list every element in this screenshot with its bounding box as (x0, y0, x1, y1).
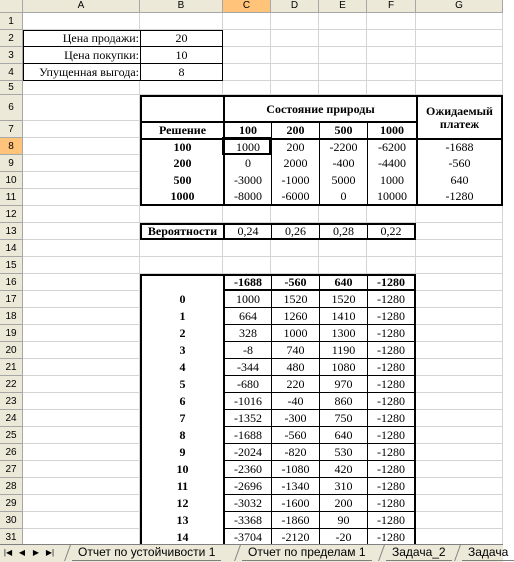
table-row-key[interactable]: 4 (140, 359, 223, 376)
decision-header[interactable]: Решение (140, 121, 223, 138)
table-cell-value[interactable]: 1000 (223, 291, 271, 308)
probabilities-label[interactable]: Вероятности (140, 223, 223, 240)
table-row-key[interactable]: 2 (140, 325, 223, 342)
sheet-tab-bar (0, 544, 509, 562)
table-row-key[interactable]: 8 (140, 427, 223, 444)
probability-value[interactable]: 0,28 (319, 223, 367, 240)
table-cell-value[interactable]: 1520 (271, 291, 319, 308)
row-header-8[interactable]: 8 (0, 138, 23, 155)
row-header-7[interactable]: 7 (0, 121, 23, 138)
table-row-key[interactable]: 11 (140, 478, 223, 495)
table-cell-value[interactable]: 1000 (271, 325, 319, 342)
row-header-26[interactable]: 26 (0, 444, 23, 461)
expected-payoff-value[interactable]: -1688 (416, 138, 503, 155)
probability-value[interactable]: 0,26 (271, 223, 319, 240)
table-cell-value[interactable]: -1860 (271, 512, 319, 529)
payoff-value[interactable]: -1000 (271, 172, 319, 189)
payoff-value[interactable]: -3000 (223, 172, 271, 189)
table-row-key[interactable]: 12 (140, 495, 223, 512)
payoff-value[interactable]: -8000 (223, 189, 271, 206)
lost-profit-value[interactable]: 8 (140, 64, 223, 81)
column-header-f[interactable]: F (367, 0, 416, 12)
select-all-corner[interactable] (0, 0, 23, 12)
table-cell-value[interactable]: 1190 (319, 342, 367, 359)
table-cell-value[interactable]: 220 (271, 376, 319, 393)
column-header-e[interactable]: E (319, 0, 367, 12)
table-header-value[interactable]: 640 (319, 274, 367, 291)
row-header-3[interactable]: 3 (0, 47, 23, 64)
column-header-g[interactable]: G (416, 0, 503, 12)
table-cell-value[interactable]: -1280 (367, 393, 416, 410)
row-header-31[interactable]: 31 (0, 529, 23, 546)
table-cell-value[interactable]: 1410 (319, 308, 367, 325)
expected-payoff-value[interactable]: -560 (416, 155, 503, 172)
table-cell-value[interactable]: -680 (223, 376, 271, 393)
first-sheet-icon[interactable]: |◀ (3, 548, 13, 557)
table-cell-value[interactable]: 1300 (319, 325, 367, 342)
table-cell-value[interactable]: 750 (319, 410, 367, 427)
row-header-20[interactable]: 20 (0, 342, 23, 359)
table-row-key[interactable]: 5 (140, 376, 223, 393)
row-header-19[interactable]: 19 (0, 325, 23, 342)
table-cell-value[interactable]: -1280 (367, 291, 416, 308)
column-header-c[interactable]: C (223, 0, 271, 12)
gridline-v (502, 13, 503, 544)
row-header-18[interactable]: 18 (0, 308, 23, 325)
table-cell-value[interactable]: -1600 (271, 495, 319, 512)
table-cell-value[interactable]: 90 (319, 512, 367, 529)
row-header-9[interactable]: 9 (0, 155, 23, 172)
table-cell-value[interactable]: -1340 (271, 478, 319, 495)
table-cell-value[interactable]: -300 (271, 410, 319, 427)
state-header-1000[interactable]: 1000 (367, 121, 416, 138)
decision-500[interactable]: 500 (140, 172, 223, 189)
row-header-5[interactable]: 5 (0, 81, 23, 95)
row-header-29[interactable]: 29 (0, 495, 23, 512)
table-cell-value[interactable]: -2024 (223, 444, 271, 461)
decision-200[interactable]: 200 (140, 155, 223, 172)
table-cell-value[interactable]: 480 (271, 359, 319, 376)
row-header-24[interactable]: 24 (0, 410, 23, 427)
table-cell-value[interactable]: -1352 (223, 410, 271, 427)
table-cell-value[interactable]: 664 (223, 308, 271, 325)
row-header-25[interactable]: 25 (0, 427, 23, 444)
expected-payoff-header[interactable]: Ожидаемый платеж (416, 95, 503, 138)
row-header-23[interactable]: 23 (0, 393, 23, 410)
table-cell-value[interactable]: -20 (319, 529, 367, 546)
table-cell-value[interactable]: -1280 (367, 461, 416, 478)
table-corner-cell[interactable] (140, 274, 223, 291)
sheet-tab-1[interactable]: Отчет по устойчивости 1 (72, 545, 221, 561)
table-row-key[interactable]: 6 (140, 393, 223, 410)
table-cell-value[interactable]: -1280 (367, 495, 416, 512)
table-cell-value[interactable]: -1280 (367, 342, 416, 359)
table-header-value[interactable]: -1688 (223, 274, 271, 291)
next-sheet-icon[interactable]: ▶ (32, 548, 40, 557)
payoff-value[interactable]: 1000 (223, 138, 271, 155)
table-cell-value[interactable]: -3032 (223, 495, 271, 512)
row-header-16[interactable]: 16 (0, 274, 23, 291)
table-cell-value[interactable]: -3368 (223, 512, 271, 529)
row-header-10[interactable]: 10 (0, 172, 23, 189)
table-cell-value[interactable]: -1280 (367, 359, 416, 376)
state-header-100[interactable]: 100 (223, 121, 271, 138)
payoff-value[interactable]: -400 (319, 155, 367, 172)
row-header-6[interactable]: 6 (0, 95, 23, 121)
table-cell-value[interactable]: 328 (223, 325, 271, 342)
table-header-value[interactable]: -1280 (367, 274, 416, 291)
table-cell-value[interactable]: 1080 (319, 359, 367, 376)
payoff-value[interactable]: 0 (319, 189, 367, 206)
table-cell-value[interactable]: 530 (319, 444, 367, 461)
row-header-12[interactable]: 12 (0, 206, 23, 223)
table-cell-value[interactable]: 1260 (271, 308, 319, 325)
buy-price-label[interactable]: Цена покупки: (23, 47, 140, 64)
table-cell-value[interactable]: -1280 (367, 478, 416, 495)
table-row-key[interactable]: 13 (140, 512, 223, 529)
table-row-key[interactable]: 0 (140, 291, 223, 308)
payoff-value[interactable]: 10000 (367, 189, 416, 206)
table-row-key[interactable]: 3 (140, 342, 223, 359)
table-row-key[interactable]: 14 (140, 529, 223, 546)
row-header-4[interactable]: 4 (0, 64, 23, 81)
decision-100[interactable]: 100 (140, 138, 223, 155)
table-cell-value[interactable]: -1280 (367, 308, 416, 325)
table-cell-value[interactable]: 860 (319, 393, 367, 410)
payoff-value[interactable]: 1000 (367, 172, 416, 189)
payoff-value[interactable]: -6000 (271, 189, 319, 206)
row-header-28[interactable]: 28 (0, 478, 23, 495)
expected-payoff-value[interactable]: 640 (416, 172, 503, 189)
sale-price-label[interactable]: Цена продажи: (23, 30, 140, 47)
table-cell-value[interactable]: -344 (223, 359, 271, 376)
table-cell-value[interactable]: -1280 (367, 410, 416, 427)
payoff-value[interactable]: 200 (271, 138, 319, 155)
payoff-value[interactable]: -4400 (367, 155, 416, 172)
row-header-30[interactable]: 30 (0, 512, 23, 529)
expected-payoff-value[interactable]: -1280 (416, 189, 503, 206)
payoff-value[interactable]: 5000 (319, 172, 367, 189)
table-cell-value[interactable]: -820 (271, 444, 319, 461)
state-header-200[interactable]: 200 (271, 121, 319, 138)
payoff-corner-cell[interactable] (140, 95, 223, 121)
row-header-21[interactable]: 21 (0, 359, 23, 376)
probability-value[interactable]: 0,24 (223, 223, 271, 240)
state-header-500[interactable]: 500 (319, 121, 367, 138)
table-cell-value[interactable]: -40 (271, 393, 319, 410)
row-header-2[interactable]: 2 (0, 30, 23, 47)
sheet-tab-3[interactable]: Задача_2 (386, 545, 452, 561)
row-header-15[interactable]: 15 (0, 257, 23, 274)
table-cell-value[interactable]: -8 (223, 342, 271, 359)
payoff-value[interactable]: -2200 (319, 138, 367, 155)
payoff-value[interactable]: -6200 (367, 138, 416, 155)
table-cell-value[interactable]: 420 (319, 461, 367, 478)
table-cell-value[interactable]: -1016 (223, 393, 271, 410)
row-header-1[interactable]: 1 (0, 13, 23, 30)
payoff-value[interactable]: 2000 (271, 155, 319, 172)
column-header-a[interactable]: A (23, 0, 140, 12)
table-row-key[interactable]: 1 (140, 308, 223, 325)
table-cell-value[interactable]: 200 (319, 495, 367, 512)
decision-1000[interactable]: 1000 (140, 189, 223, 206)
last-sheet-icon[interactable]: ▶| (45, 548, 55, 557)
row-header-27[interactable]: 27 (0, 461, 23, 478)
row-header-17[interactable]: 17 (0, 291, 23, 308)
prev-sheet-icon[interactable]: ◀ (18, 548, 26, 557)
gridline-h (23, 256, 503, 257)
column-header-b[interactable]: B (140, 0, 223, 12)
table-cell-value[interactable]: -1688 (223, 427, 271, 444)
row-header-22[interactable]: 22 (0, 376, 23, 393)
table-cell-value[interactable]: -2120 (271, 529, 319, 546)
lost-profit-label[interactable]: Упущенная выгода: (23, 64, 140, 81)
table-cell-value[interactable]: -2360 (223, 461, 271, 478)
table-cell-value[interactable]: -1280 (367, 427, 416, 444)
table-cell-value[interactable]: -1280 (367, 376, 416, 393)
payoff-value[interactable]: 0 (223, 155, 271, 172)
table-header-value[interactable]: -560 (271, 274, 319, 291)
table-row-key[interactable]: 7 (140, 410, 223, 427)
table-cell-value[interactable]: -2696 (223, 478, 271, 495)
table-cell-value[interactable]: 740 (271, 342, 319, 359)
sale-price-value[interactable]: 20 (140, 30, 223, 47)
table-cell-value[interactable]: 640 (319, 427, 367, 444)
table-cell-value[interactable]: 970 (319, 376, 367, 393)
probability-value[interactable]: 0,22 (367, 223, 416, 240)
sheet-tab-2[interactable]: Отчет по пределам 1 (242, 545, 372, 561)
table-cell-value[interactable]: -1280 (367, 529, 416, 546)
table-cell-value[interactable]: -1080 (271, 461, 319, 478)
table-row-key[interactable]: 9 (140, 444, 223, 461)
table-cell-value[interactable]: -3704 (223, 529, 271, 546)
buy-price-value[interactable]: 10 (140, 47, 223, 64)
table-cell-value[interactable]: -1280 (367, 512, 416, 529)
sheet-tab-4[interactable]: Задача (462, 545, 514, 561)
table-cell-value[interactable]: -1280 (367, 444, 416, 461)
table-cell-value[interactable]: 1520 (319, 291, 367, 308)
state-of-nature-header[interactable]: Состояние природы (223, 95, 416, 121)
row-header-13[interactable]: 13 (0, 223, 23, 240)
table-row-key[interactable]: 10 (140, 461, 223, 478)
table-cell-value[interactable]: -560 (271, 427, 319, 444)
table-cell-value[interactable]: -1280 (367, 325, 416, 342)
table-cell-value[interactable]: 310 (319, 478, 367, 495)
column-header-d[interactable]: D (271, 0, 319, 12)
row-header-14[interactable]: 14 (0, 240, 23, 257)
row-header-11[interactable]: 11 (0, 189, 23, 206)
